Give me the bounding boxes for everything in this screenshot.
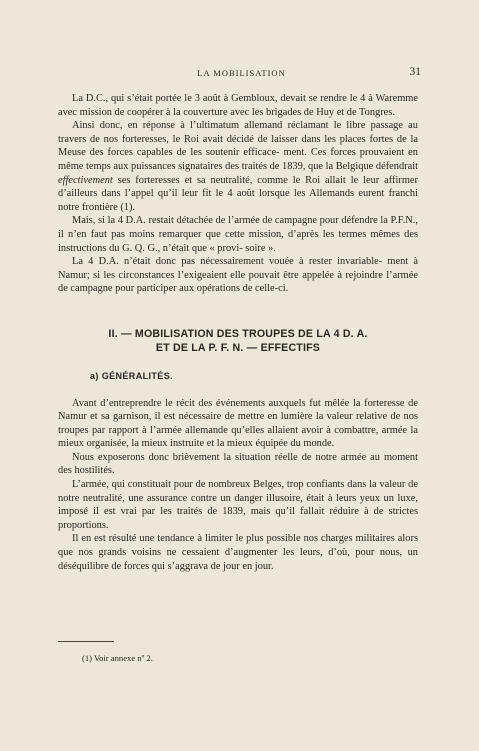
running-head [62, 66, 421, 82]
page-number: 31 [409, 66, 421, 78]
paragraph: Mais, si la 4 D.A. restait détachée de l’armée de campagne pour défendre la P.F.N., il n’en faut pas moins remarquer que cette mission, d’après les termes mêmes des instructions du G. Q. G., n’était que « provi- soire ». [58, 215, 418, 254]
paragraph-text-b: ses forteresses et sa neutralité, comme le Roi allait le leur affirmer d’ailleurs dans l’appel qu’il leur fit le 4 août lorsque les Allemands eurent franchi notre frontière (1). [58, 174, 418, 213]
body-text [58, 92, 418, 573]
section-heading-line-1: II. — MOBILISATION DES TROUPES DE LA 4 D. A. [108, 327, 368, 340]
emphasis-text: effectivement [58, 174, 113, 186]
paragraph: La D.C., qui s’était portée le 3 août à Gembloux, devait se rendre le 4 à Waremme avec mission de coopérer à la couverture avec les brigades de Huy et de Tongres. [58, 93, 418, 118]
paragraph-text-a: Ainsi donc, en réponse à l’ultimatum allemand réclamant le libre passage au travers de nos forteresses, le Roi avait décidé de laisser dans les places fortes de la Meuse des forces capables de les soutenir efficace- ment. Ces forces prouvaient en même temps aux puissances signataires des traités de 1839, que la Belgique défendrait [58, 120, 418, 172]
paragraph: Il en est résulté une tendance à limiter le plus possible nos charges militaires alors que nos grands voisins ne cessaient d’augmenter les leurs, d’où, pour nous, un déséquilibre de forces qui s’aggrava de jour en jour. [58, 533, 418, 572]
footnote: (1) Voir annexe nº 2. [82, 653, 153, 663]
paragraph [58, 119, 418, 214]
subheading-label: a) GÉNÉRALITÉS. [90, 370, 174, 381]
paragraph: Nous exposerons donc brièvement la situation réelle de notre armée au moment des hostilités. [58, 451, 418, 477]
section-heading [58, 327, 418, 355]
section-heading-line-2: ET DE LA P. F. N. — EFFECTIFS [155, 341, 321, 354]
paragraph: La 4 D.A. n’était donc pas nécessairement vouée à rester invariable- ment à Namur; si les circonstances l’exigeaient elle pouvait être appelée à rejoindre l’armée de campagne pour participer aux opérations de celle-ci. [58, 256, 418, 295]
paragraph: L’armée, qui constituait pour de nombreux Belges, trop confiants dans la valeur de notre neutralité, une assurance contre un danger illusoire, était à leurs yeux un luxe, imposé il est vrai par les traités de 1839, mais qu’il fallait réduire à de strictes proportions. [58, 479, 418, 531]
paragraph: Avant d’entreprendre le récit des événements auxquels fut mêlée la forteresse de Namur et sa garnison, il est nécessaire de mettre en lumière la valeur relative de nos troupes par rapport à l’armée allemande qu’elles allaient avoir à combattre, armée la mieux organisée, la mieux instruite et la mieux équipée du monde. [58, 397, 418, 450]
footnote-rule [58, 641, 114, 642]
subheading [90, 370, 418, 384]
running-head-title: LA MOBILISATION [197, 68, 286, 78]
